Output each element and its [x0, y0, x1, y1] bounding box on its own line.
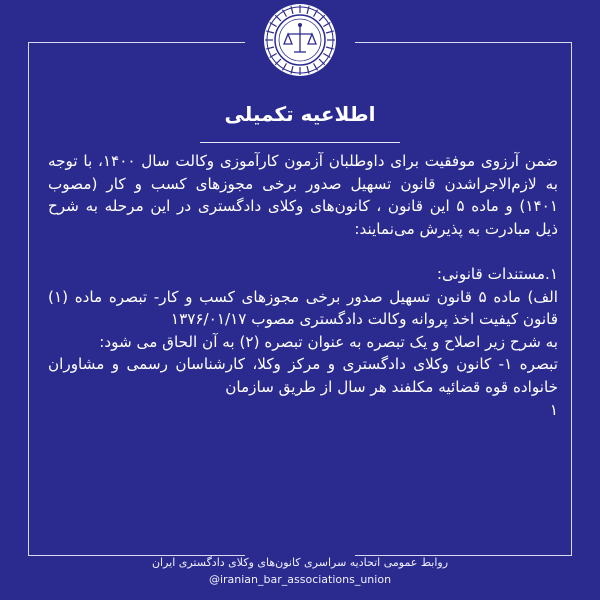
bar-association-emblem-icon — [262, 2, 338, 78]
announcement-body — [48, 150, 558, 421]
page-marker: ۱ — [549, 400, 558, 419]
amendment-paragraph: به شرح زیر اصلاح و یک تبصره به عنوان تبصره (۲) به آن الحاق می شود: — [99, 332, 558, 351]
footer-organization: روابط عمومی اتحادیه سراسری کانون‌های وکلای دادگستری ایران — [151, 556, 449, 569]
intro-paragraph: ضمن آرزوی موفقیت برای داوطلبان آزمون کارآموزی وکالت سال ۱۴۰۰، با توجه به لازم‌الاجراشدن قانون تسهیل صدور برخی مجوزهای کسب و کار (مصوب ۱۴۰۱) و ماده ۵ این قانون ، کانون‌های وکلای دادگستری در این مرحله به شرح ذیل مبادرت به پذیرش می‌نمایند: — [48, 152, 558, 238]
item-a-paragraph: الف) ماده ۵ قانون تسهیل صدور برخی مجوزهای کسب و کار- تبصره ماده (۱) قانون کیفیت اخذ پروانه وکالت دادگستری مصوب ۱۳۷۶/۰۱/۱۷ — [48, 287, 558, 329]
section-heading: ۱.مستندات قانونی: — [436, 264, 558, 283]
footer-handle: @iranian_bar_associations_union — [208, 573, 392, 586]
note-1-paragraph: تبصره ۱- کانون وکلای دادگستری و مرکز وکلا، کارشناسان رسمی و مشاوران خانواده قوه قضائیه مکلفند هر سال از طریق سازمان — [48, 355, 558, 396]
title-underline — [200, 142, 400, 143]
paragraph-spacer — [48, 240, 558, 263]
page-title: اطلاعیه تکمیلی — [224, 102, 376, 126]
